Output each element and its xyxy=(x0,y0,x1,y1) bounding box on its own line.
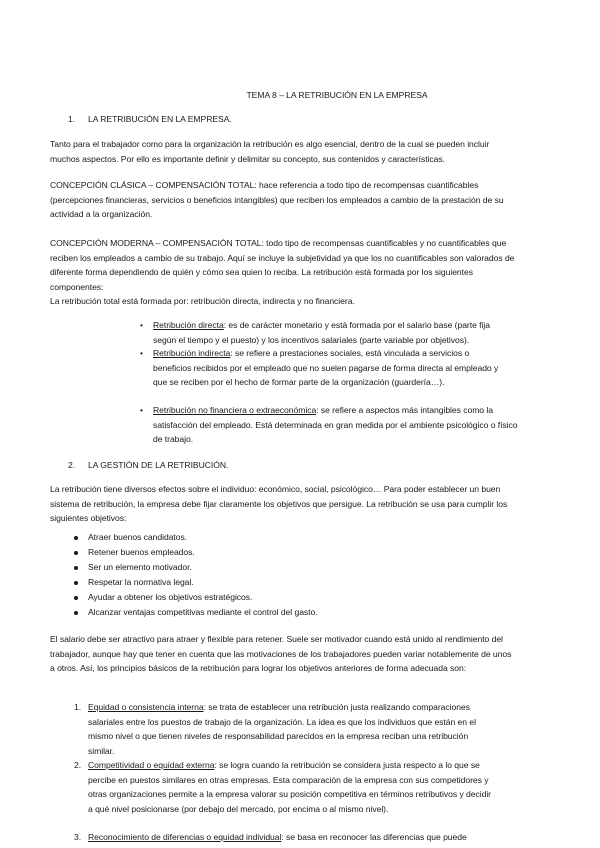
bullet-icon xyxy=(74,566,78,570)
component-term: Retribución directa xyxy=(153,320,224,330)
component-item xyxy=(153,346,508,390)
retribucion-total: La retribución total está formada por: retribución directa, indirecta y no financiera. xyxy=(50,296,355,306)
bullet-icon xyxy=(74,581,78,585)
concepcion-clasica: CONCEPCIÓN CLÁSICA – COMPENSACIÓN TOTAL: hace referencia a todo tipo de recompensas cuantificables (percepciones financieras, servicios o beneficios intangibles) que reciben los empleados a cambio de la prestación de su actividad a la organización. xyxy=(50,180,504,220)
objective-item: Ayudar a obtener los objetivos estratégicos. xyxy=(88,592,253,602)
component-text: : es de carácter monetario y está formada por el salario base (parte fija según el tiempo y el puesto) y los incentivos salariales (parte variable por objetivos). xyxy=(153,320,490,345)
bullet-icon: • xyxy=(140,348,144,358)
principle-term: Reconocimiento de diferencias o equidad individual xyxy=(88,832,282,842)
objective-item: Ser un elemento motivador. xyxy=(88,562,192,572)
objective-item: Atraer buenos candidatos. xyxy=(88,532,188,542)
salario-paragraph: El salario debe ser atractivo para atraer y flexible para retener. Suele ser motivador cuando está unido al rendimiento del trabajador, aunque hay que tener en cuenta que las motivaciones de los trabajadores pueden variar notablemente de unos a otros. Así, los principios básicos de la retribución para lograr los objetivos anteriores de forma adecuada son: xyxy=(50,634,512,674)
component-term: Retribución indirecta xyxy=(153,348,231,358)
principle-term: Competitividad o equidad externa xyxy=(88,760,215,770)
bullet-icon xyxy=(74,611,78,615)
bullet-icon xyxy=(74,551,78,555)
section-1-intro: Tanto para el trabajador como para la organización la retribución es algo esencial, dentro de la cual se pueden incluir muchos aspectos. Por ello es importante definir y delimitar su concepto, sus contenidos y características. xyxy=(50,139,490,164)
component-term: Retribución no financiera o extraeconómica xyxy=(153,405,317,415)
principle-item xyxy=(88,700,488,758)
principle-number: 3. xyxy=(74,832,82,842)
principle-item xyxy=(88,830,518,845)
bullet-icon: • xyxy=(140,405,144,415)
objective-item: Alcanzar ventajas competitivas mediante el control del gasto. xyxy=(88,607,318,617)
component-item xyxy=(153,318,515,347)
principle-text: : se trata de establecer una retribución justa realizando comparaciones salariales entre los puestos de trabajo de la organización. La idea es que los individuos que están en el mismo nivel o que tienen niveles de responsabilidad parecidos en la empresa reciban una retribución similar. xyxy=(88,702,476,756)
section-2-number: 2. xyxy=(68,460,76,470)
principle-term: Equidad o consistencia interna xyxy=(88,702,204,712)
principle-item xyxy=(88,758,496,816)
section-2-intro: La retribución tiene diversos efectos sobre el individuo: económico, social, psicológico… Para poder establecer un buen sistema de retribución, la empresa debe fijar claramente los objetivos que persigue. La retribución se usa para cumplir los siguientes objetivos: xyxy=(50,484,508,524)
objective-item: Respetar la normativa legal. xyxy=(88,577,194,587)
bullet-icon: • xyxy=(140,320,144,330)
concepcion-moderna: CONCEPCIÓN MODERNA – COMPENSACIÓN TOTAL: todo tipo de recompensas cuantificables y no cuantificables que reciben los empleados a cambio de su trabajo. Aquí se incluye la subjetividad ya que los no cuantificables son valorados de diferente forma dependiendo de quién y cómo sea quien lo reciba. La retribución está formada por los siguientes componentes: xyxy=(50,238,515,292)
principle-text: : se basa en reconocer las diferencias que puede xyxy=(281,832,467,842)
principle-text: : se logra cuando la retribución se considera justa respecto a lo que se percibe en puestos similares en otras empresas. Esta comparación de la empresa con sus competidores y otras organizaciones permite a la empresa valorar su posición competitiva en términos retributivos y decidir a qué nivel posicionarse (por debajo del mercado, por encima o al mismo nivel). xyxy=(88,760,491,814)
bullet-icon xyxy=(74,536,78,540)
document-title: TEMA 8 – LA RETRIBUCIÓN EN LA EMPRESA xyxy=(246,90,428,100)
component-item xyxy=(153,403,518,447)
bullet-icon xyxy=(74,596,78,600)
principle-number: 2. xyxy=(74,760,82,770)
component-text: : se refiere a prestaciones sociales, está vinculada a servicios o beneficios recibidos por el empleado que no suelen pagarse de forma directa al empleado y que se reciben por el hecho de formar parte de la organización (guardería…). xyxy=(153,348,499,388)
section-1-number: 1. xyxy=(68,114,76,124)
component-text: : se refiere a aspectos más intangibles como la satisfacción del empleado. Está determinada en gran medida por el ambiente psicológico o físico de trabajo. xyxy=(153,405,518,445)
principle-number: 1. xyxy=(74,702,82,712)
section-1-heading: LA RETRIBUCIÓN EN LA EMPRESA. xyxy=(88,114,232,124)
objective-item: Retener buenos empleados. xyxy=(88,547,195,557)
section-2-heading: LA GESTIÓN DE LA RETRIBUCIÓN. xyxy=(88,460,229,470)
